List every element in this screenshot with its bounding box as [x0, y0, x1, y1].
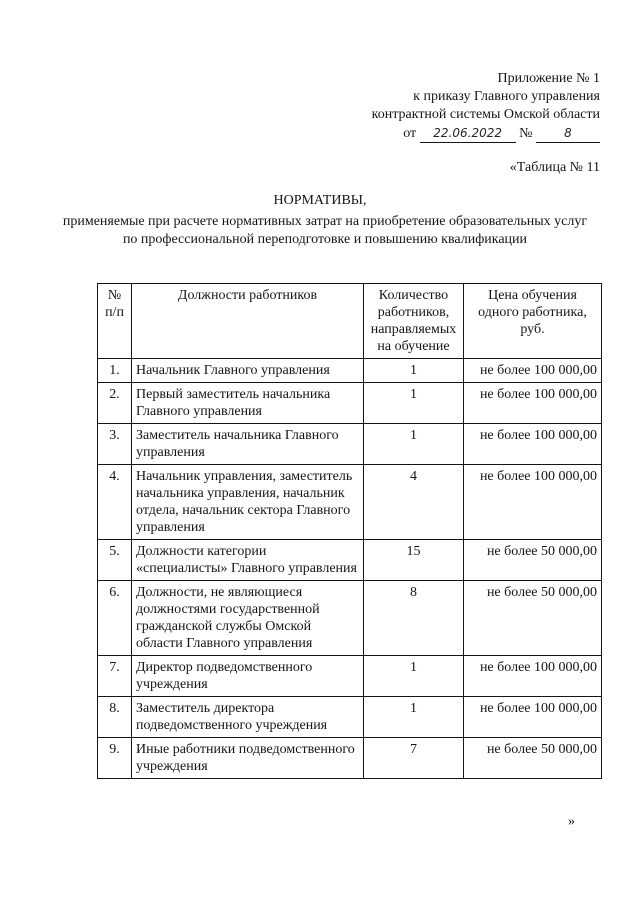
row-price: не более 100 000,00 — [464, 697, 602, 738]
table-header-row — [98, 284, 602, 359]
row-price: не более 100 000,00 — [464, 465, 602, 540]
row-price: не более 100 000,00 — [464, 359, 602, 383]
row-quantity: 7 — [364, 738, 464, 779]
handwritten-date: 22.06.2022 — [420, 124, 516, 143]
header-position: Должности работников — [132, 284, 364, 359]
row-position: Иные работники подведомственного учреждения — [132, 738, 364, 779]
row-position: Должности категории «специалисты» Главного управления — [132, 540, 364, 581]
row-position: Начальник Главного управления — [132, 359, 364, 383]
row-position: Заместитель начальника Главного управления — [132, 424, 364, 465]
table-row — [98, 581, 602, 656]
handwritten-number: 8 — [536, 124, 600, 143]
header-no: № п/п — [98, 284, 132, 359]
row-quantity: 4 — [364, 465, 464, 540]
row-number: 5. — [98, 540, 132, 581]
row-price: не более 100 000,00 — [464, 656, 602, 697]
row-price: не более 50 000,00 — [464, 738, 602, 779]
table-body — [98, 359, 602, 779]
number-prefix: № — [519, 126, 533, 141]
row-quantity: 1 — [364, 424, 464, 465]
date-prefix: от — [403, 126, 417, 141]
row-quantity: 1 — [364, 697, 464, 738]
row-number: 4. — [98, 465, 132, 540]
row-quantity: 8 — [364, 581, 464, 656]
table-row — [98, 540, 602, 581]
row-number: 3. — [98, 424, 132, 465]
row-number: 7. — [98, 656, 132, 697]
row-price: не более 100 000,00 — [464, 424, 602, 465]
row-number: 2. — [98, 383, 132, 424]
row-number: 8. — [98, 697, 132, 738]
row-number: 6. — [98, 581, 132, 656]
row-price: не более 50 000,00 — [464, 581, 602, 656]
table-row — [98, 656, 602, 697]
order-reference: к приказу Главного управления — [413, 89, 600, 104]
table-row — [98, 383, 602, 424]
document-subtitle: применяемые при расчете нормативных затрат на приобретение образовательных услуг по профессиональной переподготовке и повышению квалификации — [62, 214, 588, 247]
row-position: Заместитель директора подведомственного учреждения — [132, 697, 364, 738]
order-date-line — [372, 124, 600, 143]
appendix-label: Приложение № 1 — [497, 71, 600, 86]
row-price: не более 50 000,00 — [464, 540, 602, 581]
row-quantity: 1 — [364, 656, 464, 697]
header-quantity: Количество работников, направляемых на обучение — [364, 284, 464, 359]
row-number: 9. — [98, 738, 132, 779]
table-row — [98, 697, 602, 738]
closing-quote: » — [568, 814, 575, 829]
table-row — [98, 738, 602, 779]
row-quantity: 1 — [364, 383, 464, 424]
document-header — [372, 70, 600, 143]
table-row — [98, 359, 602, 383]
row-number: 1. — [98, 359, 132, 383]
row-quantity: 15 — [364, 540, 464, 581]
table-row — [98, 465, 602, 540]
header-price: Цена обучения одного работника, руб. — [464, 284, 602, 359]
row-position: Начальник управления, заместитель начальника управления, начальник отдела, начальник сектора Главного управления — [132, 465, 364, 540]
row-quantity: 1 — [364, 359, 464, 383]
norms-table — [97, 283, 602, 779]
table-row — [98, 424, 602, 465]
row-position: Должности, не являющиеся должностями государственной гражданской службы Омской области Главного управления — [132, 581, 364, 656]
document-title: НОРМАТИВЫ, — [273, 193, 367, 208]
issuer-name: контрактной системы Омской области — [371, 107, 600, 122]
row-price: не более 100 000,00 — [464, 383, 602, 424]
row-position: Директор подведомственного учреждения — [132, 656, 364, 697]
table-label: «Таблица № 11 — [509, 160, 600, 175]
row-position: Первый заместитель начальника Главного управления — [132, 383, 364, 424]
